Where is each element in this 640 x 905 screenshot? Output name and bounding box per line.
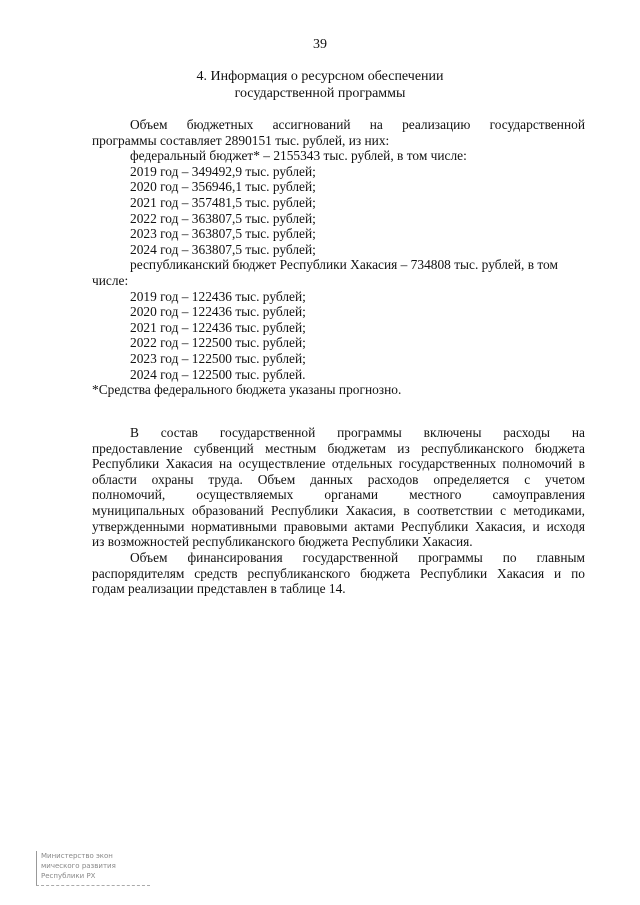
financing-paragraph	[92, 550, 585, 597]
paragraph-line: муниципальных образований Республики Хакасия, в соответствии с методиками,	[92, 502, 585, 518]
paragraph-line: В состав государственной программы включены расходы на	[130, 425, 585, 440]
paragraph-line: области охраны труда. Объем данных расходов определяется с учетом	[92, 471, 585, 487]
federal-year-item: 2019 год – 349492,9 тыс. рублей;	[130, 163, 316, 179]
federal-year-item: 2023 год – 363807,5 тыс. рублей;	[130, 226, 316, 242]
budget-section	[92, 117, 585, 398]
republic-budget-header-line-1: республиканский бюджет Республики Хакасия – 734808 тыс. рублей, в том	[130, 257, 558, 273]
paragraph-line: полномочий, осуществляемых органами местного самоуправления	[92, 487, 585, 503]
republic-budget-header-line-2: числе:	[92, 272, 129, 288]
stamp-line-2: мического развития	[41, 862, 116, 870]
republic-year-item: 2020 год – 122436 тыс. рублей;	[130, 304, 306, 320]
section-title	[0, 68, 640, 102]
paragraph-line: Объем финансирования государственной программы по главным	[130, 550, 585, 565]
paragraph-line: распорядителям средств республиканского бюджета Республики Хакасия и по	[92, 565, 585, 581]
republic-year-item: 2021 год – 122436 тыс. рублей;	[130, 319, 306, 335]
budget-intro-line-2: программы составляет 2890151 тыс. рублей, из них:	[92, 132, 390, 148]
paragraph-line: из возможностей республиканского бюджета Республики Хакасия.	[92, 534, 473, 550]
federal-year-item: 2024 год – 363807,5 тыс. рублей;	[130, 241, 316, 257]
republic-year-item: 2024 год – 122500 тыс. рублей.	[130, 366, 306, 382]
federal-budget-footnote: *Средства федерального бюджета указаны прогнозно.	[92, 382, 402, 398]
republic-year-item: 2023 год – 122500 тыс. рублей;	[130, 350, 306, 366]
section-title-line-2: государственной программы	[234, 86, 406, 101]
republic-year-item: 2022 год – 122500 тыс. рублей;	[130, 335, 306, 351]
subventions-paragraph	[92, 425, 585, 550]
paragraph-line: предоставление субвенций местным бюджетам из республиканского бюджета	[92, 440, 585, 456]
paragraph-line: утвержденными нормативными правовыми актами Республики Хакасия, и исходя	[92, 518, 585, 534]
federal-year-item: 2022 год – 363807,5 тыс. рублей;	[130, 210, 316, 226]
federal-budget-header: федеральный бюджет* – 2155343 тыс. рублей, в том числе:	[130, 148, 467, 164]
page-number: 39	[313, 37, 327, 52]
paragraph-line: годам реализации представлен в таблице 14.	[92, 581, 346, 597]
federal-year-item: 2021 год – 357481,5 тыс. рублей;	[130, 194, 316, 210]
section-title-line-1: 4. Информация о ресурсном обеспечении	[196, 69, 444, 84]
republic-year-item: 2019 год – 122436 тыс. рублей;	[130, 288, 306, 304]
federal-year-item: 2020 год – 356946,1 тыс. рублей;	[130, 179, 316, 195]
stamp-line-1: Министерство экон	[41, 852, 113, 860]
registration-stamp	[36, 851, 150, 886]
budget-intro-line-1: Объем бюджетных ассигнований на реализацию государственной	[130, 117, 585, 132]
stamp-line-3: Республики РХ	[41, 872, 96, 880]
paragraph-line: Республики Хакасия на осуществление отдельных государственных полномочий в	[92, 456, 585, 472]
